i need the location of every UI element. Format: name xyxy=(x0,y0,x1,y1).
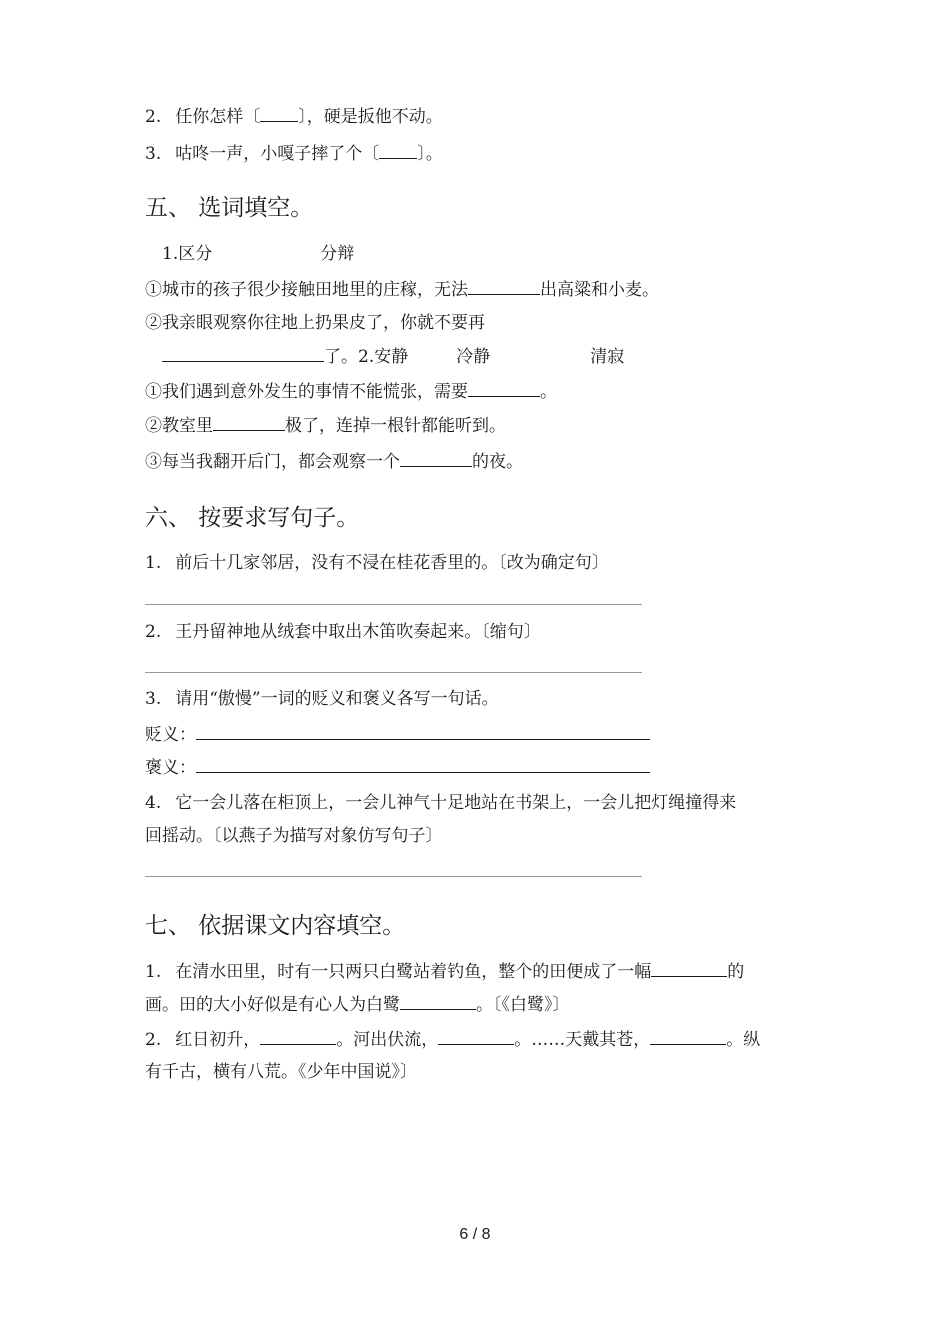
derogatory-row xyxy=(145,723,650,746)
question-text: 画。田的大小好似是有心人为白鹭 xyxy=(145,995,400,1015)
question-number: 1. xyxy=(145,553,162,573)
question-number: 1. xyxy=(145,962,162,982)
fill-blank[interactable] xyxy=(468,278,540,295)
item-text: 。 xyxy=(540,382,557,402)
question-6-1 xyxy=(145,552,609,574)
item-text: 极了，连掉一根针都能听到。 xyxy=(285,416,506,436)
question-6-3 xyxy=(145,688,499,710)
question-number: 3. xyxy=(145,144,162,164)
question-7-2-continued xyxy=(145,1061,417,1083)
commendatory-row xyxy=(145,756,650,779)
fill-blank[interactable] xyxy=(213,414,285,431)
question-text: 咕咚一声，小嘎子摔了个〔 xyxy=(175,144,380,164)
derogatory-label: 贬义： xyxy=(145,725,196,745)
question-number: 2. xyxy=(145,107,162,127)
fill-item-continued xyxy=(162,345,624,368)
word-option: 清寂 xyxy=(590,347,625,367)
word-group-label: 1.区分 xyxy=(162,244,213,264)
question-7-1-continued xyxy=(145,993,570,1016)
question-text: 。河出伏流， xyxy=(336,1030,439,1050)
fill-blank[interactable] xyxy=(379,142,417,159)
question-text: 有千古，横有八荒。《少年中国说》〕 xyxy=(145,1062,417,1082)
word-group-1 xyxy=(162,243,354,265)
answer-line[interactable] xyxy=(145,876,642,877)
fill-blank[interactable] xyxy=(400,993,476,1010)
fill-item xyxy=(145,312,485,334)
fill-blank[interactable] xyxy=(196,756,650,773)
section-7-heading: 七、 依据课文内容填空。 xyxy=(145,913,406,939)
answer-line[interactable] xyxy=(145,672,642,673)
fill-blank[interactable] xyxy=(468,380,540,397)
word-group-label: 2.安静 xyxy=(358,347,409,367)
item-text: ③每当我翻开后门，都会观察一个 xyxy=(145,452,400,472)
question-text: 〕。 xyxy=(417,144,443,164)
question-number: 4. xyxy=(145,793,162,813)
fill-blank[interactable] xyxy=(162,345,324,362)
fill-blank[interactable] xyxy=(650,1028,726,1045)
question-text: 〕，硬是扳他不动。 xyxy=(298,107,443,127)
question-text: 。……天戴其苍， xyxy=(514,1030,651,1050)
commendatory-label: 褒义： xyxy=(145,758,196,778)
question-text: 的 xyxy=(727,962,745,982)
item-text: ①城市的孩子很少接触田地里的庄稼，无法 xyxy=(145,280,468,300)
question-text: 任你怎样〔 xyxy=(175,107,261,127)
question-4-3 xyxy=(145,142,443,165)
question-6-2 xyxy=(145,621,541,643)
fill-item xyxy=(145,278,659,301)
question-6-4-continued xyxy=(145,825,443,847)
word-option: 冷静 xyxy=(456,347,491,367)
item-text: 出高粱和小麦。 xyxy=(540,280,659,300)
question-4-2 xyxy=(145,105,443,128)
question-6-4 xyxy=(145,792,736,814)
fill-blank[interactable] xyxy=(651,960,727,977)
fill-blank[interactable] xyxy=(438,1028,514,1045)
fill-item xyxy=(145,450,523,473)
question-7-1 xyxy=(145,960,744,983)
question-text: 在清水田里，时有一只两只白鹭站着钓鱼，整个的田便成了一幅 xyxy=(175,962,652,982)
section-5-heading: 五、 选词填空。 xyxy=(145,195,314,221)
word-option: 分辩 xyxy=(320,244,355,264)
question-number: 3. xyxy=(145,689,162,709)
question-text: 。纵 xyxy=(726,1030,761,1050)
question-number: 2. xyxy=(145,622,162,642)
fill-blank[interactable] xyxy=(196,723,650,740)
fill-item xyxy=(145,414,506,437)
question-number: 2. xyxy=(145,1030,162,1050)
item-text: ②教室里 xyxy=(145,416,213,436)
question-text: 请用“傲慢”一词的贬义和褒义各写一句话。 xyxy=(175,689,499,709)
question-text: 王丹留神地从绒套中取出木笛吹奏起来。〔缩句〕 xyxy=(175,622,541,642)
item-text: ②我亲眼观察你往地上扔果皮了，你就不要再 xyxy=(145,313,485,333)
fill-blank[interactable] xyxy=(400,450,472,467)
answer-line[interactable] xyxy=(145,604,642,605)
section-6-heading: 六、 按要求写句子。 xyxy=(145,505,360,531)
fill-blank[interactable] xyxy=(260,1028,336,1045)
fill-item xyxy=(145,380,557,403)
question-text: 回摇动。〔以燕子为描写对象仿写句子〕 xyxy=(145,826,443,846)
question-text: 前后十几家邻居，没有不浸在桂花香里的。〔改为确定句〕 xyxy=(175,553,609,573)
question-text: 。〔《白鹭》〕 xyxy=(476,995,570,1015)
item-text: 了。 xyxy=(324,347,358,367)
question-text: 红日初升， xyxy=(175,1030,261,1050)
item-text: 的夜。 xyxy=(472,452,523,472)
item-text: ①我们遇到意外发生的事情不能慌张，需要 xyxy=(145,382,468,402)
fill-blank[interactable] xyxy=(260,105,298,122)
question-text: 它一会儿落在柜顶上，一会儿神气十足地站在书架上，一会儿把灯绳撞得来 xyxy=(175,793,737,813)
question-7-2 xyxy=(145,1028,760,1051)
page-number: 6 / 8 xyxy=(459,1226,491,1243)
